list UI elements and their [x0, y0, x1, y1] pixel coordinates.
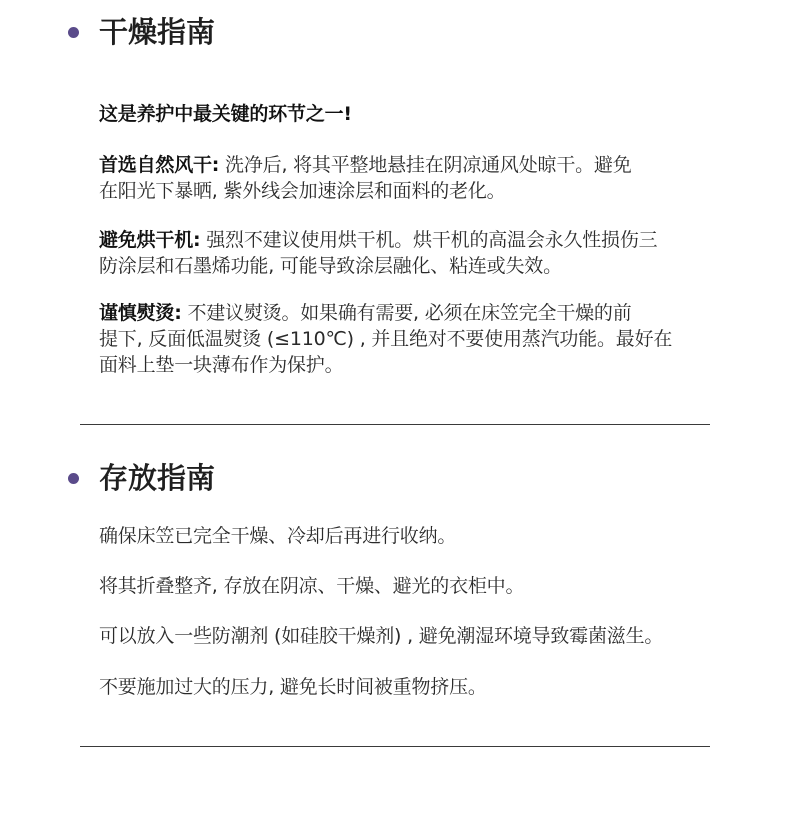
drying-section-title: 干燥指南	[99, 15, 216, 49]
ironing-text-1: 不建议熨烫。如果确有需要, 必须在床笠完全干燥的前	[181, 302, 632, 324]
air-dry-line-1	[99, 152, 699, 178]
bullet-dot-icon	[68, 27, 79, 38]
storage-item-text: 不要施加过大的压力, 避免长时间被重物挤压。	[99, 676, 487, 698]
storage-item-text: 确保床笠已完全干燥、冷却后再进行收纳。	[99, 525, 457, 547]
no-dryer-label: 避免烘干机:	[99, 229, 201, 251]
storage-item	[99, 573, 699, 599]
storage-section-title: 存放指南	[99, 461, 216, 495]
storage-item	[99, 674, 699, 700]
ironing-line-1	[99, 300, 699, 326]
air-dry-text-2: 在阳光下暴晒, 紫外线会加速涂层和面料的老化。	[99, 180, 506, 202]
section-divider-2	[80, 746, 710, 747]
storage-section-heading	[68, 461, 216, 495]
storage-item	[99, 523, 699, 549]
storage-item-text: 可以放入一些防潮剂 (如硅胶干燥剂) , 避免潮湿环境导致霉菌滋生。	[99, 625, 664, 647]
ironing-label: 谨慎熨烫:	[99, 302, 182, 324]
air-dry-text-1: 洗净后, 将其平整地悬挂在阴凉通风处晾干。避免	[219, 154, 632, 176]
drying-intro-text: 这是养护中最关键的环节之一!	[99, 103, 352, 125]
air-dry-label: 首选自然风干:	[99, 154, 220, 176]
drying-intro	[99, 101, 699, 127]
no-dryer-text-2: 防涂层和石墨烯功能, 可能导致涂层融化、粘连或失效。	[99, 255, 562, 277]
section-divider-1	[80, 424, 710, 425]
no-dryer-paragraph	[99, 227, 699, 279]
ironing-paragraph	[99, 300, 699, 378]
storage-item-text: 将其折叠整齐, 存放在阴凉、干燥、避光的衣柜中。	[99, 575, 525, 597]
drying-section-heading	[68, 15, 216, 49]
air-dry-paragraph	[99, 152, 699, 204]
ironing-text-2: 提下, 反面低温熨烫 (≤110℃) , 并且绝对不要使用蒸汽功能。最好在	[99, 328, 673, 350]
ironing-text-3: 面料上垫一块薄布作为保护。	[99, 354, 344, 376]
no-dryer-text-1: 强烈不建议使用烘干机。烘干机的高温会永久性损伤三	[200, 229, 658, 251]
no-dryer-line-1	[99, 227, 699, 253]
bullet-dot-icon	[68, 473, 79, 484]
storage-item	[99, 623, 699, 649]
